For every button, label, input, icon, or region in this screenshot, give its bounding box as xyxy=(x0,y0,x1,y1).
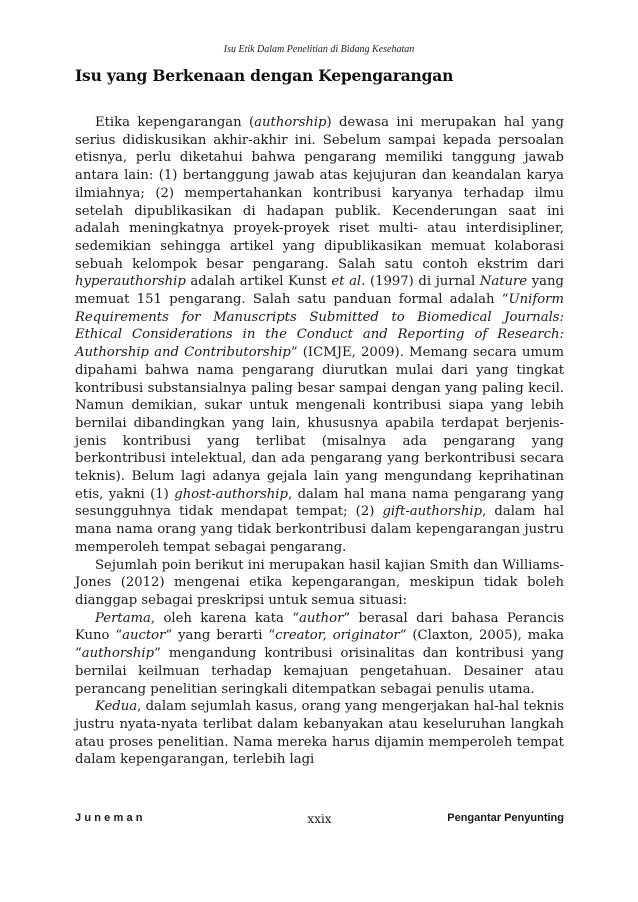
page-footer xyxy=(75,812,564,830)
footer-journal-name: Juneman xyxy=(75,812,146,824)
paragraph-first-point: Pertama, oleh karena kata “author” berasal dari bahasa Perancis Kuno “auctor” yang berarti “creator, originator” (Claxton, 2005), maka “authorship” mengandung kontribusi orisinalitas dan kontribusi yang bernilai keilmuan terhadap kemajuan pengetahuan. Desainer atau perancang penelitian seringkali ditempatkan sebagai penulis utama. xyxy=(75,610,564,697)
footer-section-name: Pengantar Penyunting xyxy=(447,812,564,824)
running-header: Isu Etik Dalam Penelitian di Bidang Kesehatan xyxy=(223,44,415,55)
section-title: Isu yang Berkenaan dengan Kepengarangan xyxy=(75,66,454,85)
page-number: xxix xyxy=(307,812,332,826)
paragraph-authorship-intro: Etika kepengarangan (authorship) dewasa ini merupakan hal yang serius didiskusikan akhir-akhir ini. Sebelum sampai kepada persoalan etisnya, perlu diketahui bahwa pengarang memiliki tanggung jawab antara lain: (1) bertanggung jawab atas kejujuran dan keandalan karya ilmiahnya; (2) mempertahankan kontribusi karyanya terhadap ilmu setelah dipublikasikan di hadapan publik. Kecenderungan saat ini adalah meningkatnya proyek-proyek riset multi- atau interdisipliner, sedemikian sehingga artikel yang dipublikasikan memuat kolaborasi sebuah kelompok besar pengarang. Salah satu contoh ekstrim dari hyperauthorship adalah artikel Kunst et al. (1997) di jurnal Nature yang memuat 151 pengarang. Salah satu panduan formal adalah “Uniform Requirements for Manuscripts Submitted to Biomedical Journals: Ethical Considerations in the Conduct and Reporting of Research: Authorship and Contributorship” (ICMJE, 2009). Memang secara umum dipahami bahwa nama pengarang diurutkan mulai dari yang tingkat kontribusi substansialnya paling besar sampai dengan yang paling kecil. Namun demikian, sukar untuk mengenali kontribusi siapa yang lebih bernilai dibandingkan yang lain, khususnya apabila terdapat berjenis-jenis kontribusi yang terlibat (misalnya ada pengarang yang berkontribusi intelektual, dan ada pengarang yang berkontribusi secara teknis). Belum lagi adanya gejala lain yang mengundang keprihatinan etis, yakni (1) ghost-authorship, dalam hal mana nama pengarang yang sesungguhnya tidak mendapat tempat; (2) gift-authorship, dalam hal mana nama orang yang tidak berkontribusi dalam kepengarangan justru memperoleh tempat sebagai pengarang. xyxy=(75,115,564,555)
body-text xyxy=(75,114,564,769)
paragraph-points-intro: Sejumlah poin berikut ini merupakan hasil kajian Smith dan Williams-Jones (2012) mengenai etika kepengarangan, meskipun tidak boleh dianggap sebagai preskripsi untuk semua situasi: xyxy=(75,557,564,608)
paragraph-second-point: Kedua, dalam sejumlah kasus, orang yang mengerjakan hal-hal teknis justru nyata-nyata terlibat dalam kebanyakan atau keseluruhan langkah atau proses penelitian. Nama mereka harus dijamin memperoleh tempat dalam kepengarangan, terlebih lagi xyxy=(75,699,564,768)
